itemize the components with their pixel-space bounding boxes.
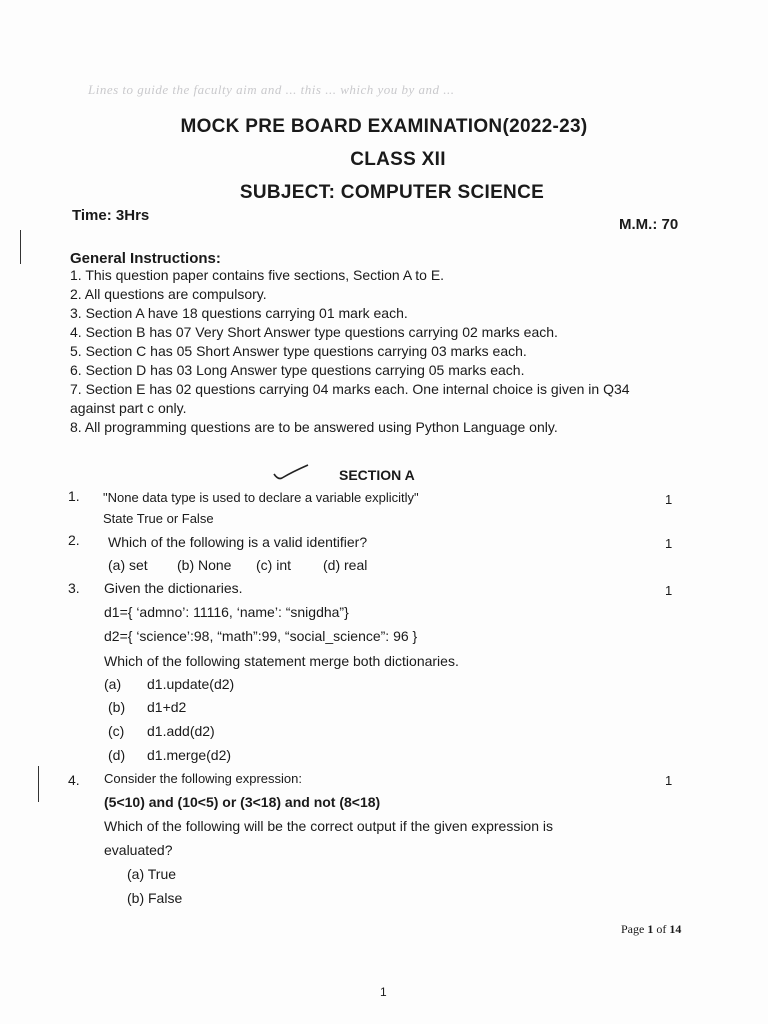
question-text: Which of the following is a valid identifier? xyxy=(108,534,368,550)
instruction-item: 1. This question paper contains five sections, Section A to E. xyxy=(70,267,445,283)
tick-mark-icon xyxy=(272,462,312,482)
question-ask: Which of the following will be the correct output if the given expression is xyxy=(104,818,554,834)
question-subtext: State True or False xyxy=(103,511,214,526)
question-marks: 1 xyxy=(665,536,673,551)
margin-mark-q4 xyxy=(38,766,39,802)
page-of: of xyxy=(653,922,670,936)
instructions-list xyxy=(70,266,630,437)
option-a: (a) True xyxy=(127,866,177,882)
instruction-item: 4. Section B has 07 Very Short Answer type questions carrying 02 marks each. xyxy=(70,324,558,340)
option-d: d1.merge(d2) xyxy=(147,747,232,763)
question-ask-cont: evaluated? xyxy=(104,842,173,858)
option-label: (d) xyxy=(108,747,126,763)
instruction-item: against part c only. xyxy=(70,400,187,416)
instruction-item: 7. Section E has 02 questions carrying 04 marks each. One internal choice is given in Q34 xyxy=(70,381,630,397)
option-c: (c) int xyxy=(256,557,291,573)
option-label: (c) xyxy=(108,723,125,739)
bottom-page-number: 1 xyxy=(380,985,387,999)
question-number: 4. xyxy=(68,772,80,788)
instruction-item: 2. All questions are compulsory. xyxy=(70,286,267,302)
question-number: 3. xyxy=(68,580,80,596)
question-number: 2. xyxy=(68,532,80,548)
option-b: (b) None xyxy=(177,557,232,573)
question-marks: 1 xyxy=(665,583,673,598)
dict-d1: d1={ ‘admno’: 11116, ‘name’: “snigdha”} xyxy=(104,604,349,620)
class-title: CLASS XII xyxy=(350,149,446,170)
option-label: (b) xyxy=(108,699,126,715)
question-marks: 1 xyxy=(665,773,673,788)
subject-title: SUBJECT: COMPUTER SCIENCE xyxy=(239,182,545,203)
page-indicator xyxy=(621,922,681,937)
option-d: (d) real xyxy=(323,557,368,573)
max-marks-label: M.M.: 70 xyxy=(619,216,679,233)
page-total: 14 xyxy=(669,922,682,936)
question-marks: 1 xyxy=(665,492,673,507)
option-label: (a) xyxy=(104,676,122,692)
instruction-item: 3. Section A have 18 questions carrying 01 mark each. xyxy=(70,305,408,321)
option-b: d1+d2 xyxy=(147,699,187,715)
option-a: (a) set xyxy=(108,557,148,573)
instruction-item: 8. All programming questions are to be answered using Python Language only. xyxy=(70,419,558,435)
dict-d2: d2={ ‘science’:98, “math”:99, “social_science”: 96 } xyxy=(104,628,418,644)
page-prefix: Page xyxy=(621,922,648,936)
question-text: Consider the following expression: xyxy=(104,771,302,786)
time-label: Time: 3Hrs xyxy=(72,207,150,224)
instructions-title: General Instructions: xyxy=(70,250,221,267)
expression: (5<10) and (10<5) or (3<18) and not (8<18) xyxy=(104,794,381,810)
faint-header-text: Lines to guide the faculty aim and ... this ... which you by and ... xyxy=(88,82,455,97)
exam-title: MOCK PRE BOARD EXAMINATION(2022-23) xyxy=(180,116,588,137)
page-number: 1 xyxy=(647,922,654,936)
question-text: Given the dictionaries. xyxy=(104,580,243,596)
question-number: 1. xyxy=(68,488,80,504)
section-a-title: SECTION A xyxy=(339,467,415,483)
instruction-item: 6. Section D has 03 Long Answer type questions carrying 05 marks each. xyxy=(70,362,525,378)
question-ask: Which of the following statement merge both dictionaries. xyxy=(104,653,459,669)
option-a: d1.update(d2) xyxy=(147,676,235,692)
option-c: d1.add(d2) xyxy=(147,723,215,739)
instruction-item: 5. Section C has 05 Short Answer type questions carrying 03 marks each. xyxy=(70,343,527,359)
question-text: "None data type is used to declare a variable explicitly" xyxy=(103,490,419,505)
margin-mark-top xyxy=(20,230,21,264)
option-b: (b) False xyxy=(127,890,183,906)
